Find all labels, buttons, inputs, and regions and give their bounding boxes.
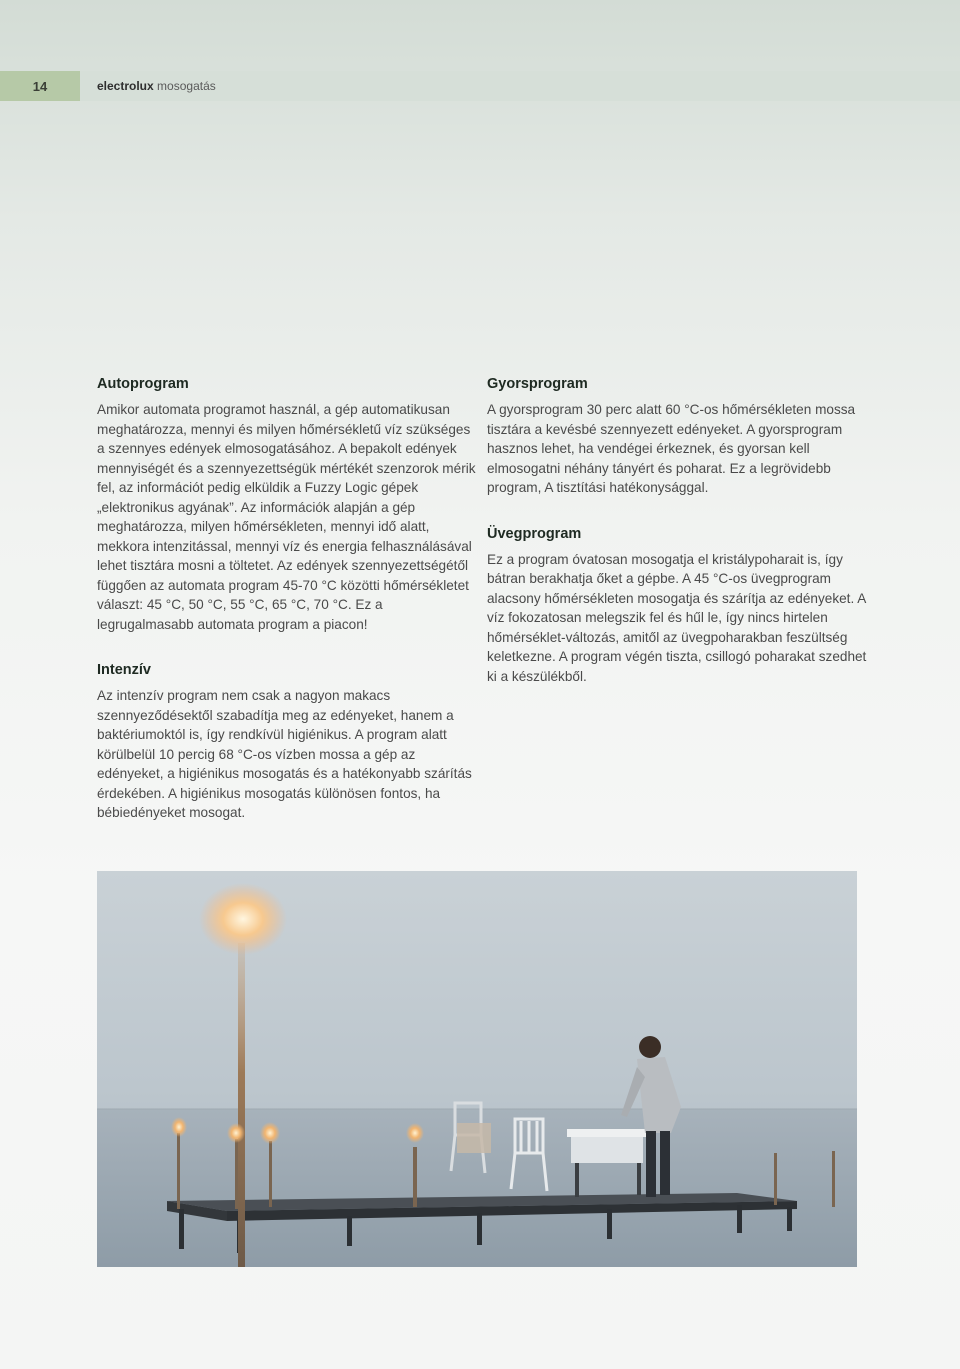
uvegprogram-text: Ez a program óvatosan mosogatja el kristálypoharait is, így bátran berakhatja őket a gépbe. A 45 °C-os üvegprogram alacsony hőmérsékleten mosogatja és szárítja az edényeket. A víz fokozatosan melegszik fel és hűl le, így nincs hirtelen hőmérséklet-változás, amitől az üvegpoharakban feszültség keletkezne. A program végén tiszta, csillogó poharakat szedhet ki a készülékből. <box>487 551 867 684</box>
header-bar <box>0 71 960 101</box>
gyorsprogram-text: A gyorsprogram 30 perc alatt 60 °C-os hőmérsékleten mossa tisztára a kevésbé szennyezett edényeket. A gyorsprogram hasznos lehet, ha vendégei érkeznek, és gyorsan kell elmosogatni néhány tányért és poharat. Ez a legrövidebb program, A tisztítási hatékonysággal. <box>487 402 856 495</box>
gyorsprogram-heading: Gyorsprogram <box>487 376 588 392</box>
intenziv-section <box>97 660 479 823</box>
table-cloth <box>567 1129 647 1137</box>
section-name: mosogatás <box>157 79 216 93</box>
brand-name: electrolux <box>97 79 154 93</box>
page-number: 14 <box>0 71 80 101</box>
pier-dining-illustration <box>97 871 857 1267</box>
autoprogram-text: Amikor automata programot használ, a gép automatikusan meghatározza, mennyi és milyen hőmérsékletű víz szükséges a szennyes edények elmosogatásához. A bepakolt edények mennyiségét és a szennyezettségük mértékét szenzorok mérik fel, az információt pedig elküldik a Fuzzy Logic gépek „elektronikus agyának”. Az információk alapján a gép meghatározza, milyen hőmérsékleten, mennyi idő alatt, mekkora intenzitással, mennyi víz és energia felhasználásával lehet tisztára mosni a töltetet. Az edények szennyezettségétől függően az automata program 45-70 °C közötti hőmérsékletet választ: 45 °C, 50 °C, 55 °C, 65 °C, 70 °C. Ez a legrugalmasabb automata program a piacon! <box>97 402 476 632</box>
intenziv-text: Az intenzív program nem csak a nagyon makacs szennyeződésektől szabadítja meg az edényeket, hanem a baktériumoktól is, így rendkívül higiénikus. A program alatt körülbelül 10 percig 68 °C-os vízben mossa a gép az edényeket, a higiénikus mosogatás és a hatékonyabb szárítás érdekében. A higiénikus mosogatás különösen fontos, ha bébiedényeket mosogat. <box>97 688 472 820</box>
intenziv-heading: Intenzív <box>97 662 151 678</box>
uvegprogram-heading: Üvegprogram <box>487 525 582 542</box>
pier-dining-photo <box>97 871 857 1267</box>
autoprogram-section <box>97 374 479 634</box>
right-column <box>487 374 869 686</box>
left-column <box>97 374 479 823</box>
uvegprogram-section <box>487 524 869 687</box>
running-head <box>97 71 216 101</box>
autoprogram-heading: Autoprogram <box>97 376 189 392</box>
gyorsprogram-section <box>487 374 869 498</box>
